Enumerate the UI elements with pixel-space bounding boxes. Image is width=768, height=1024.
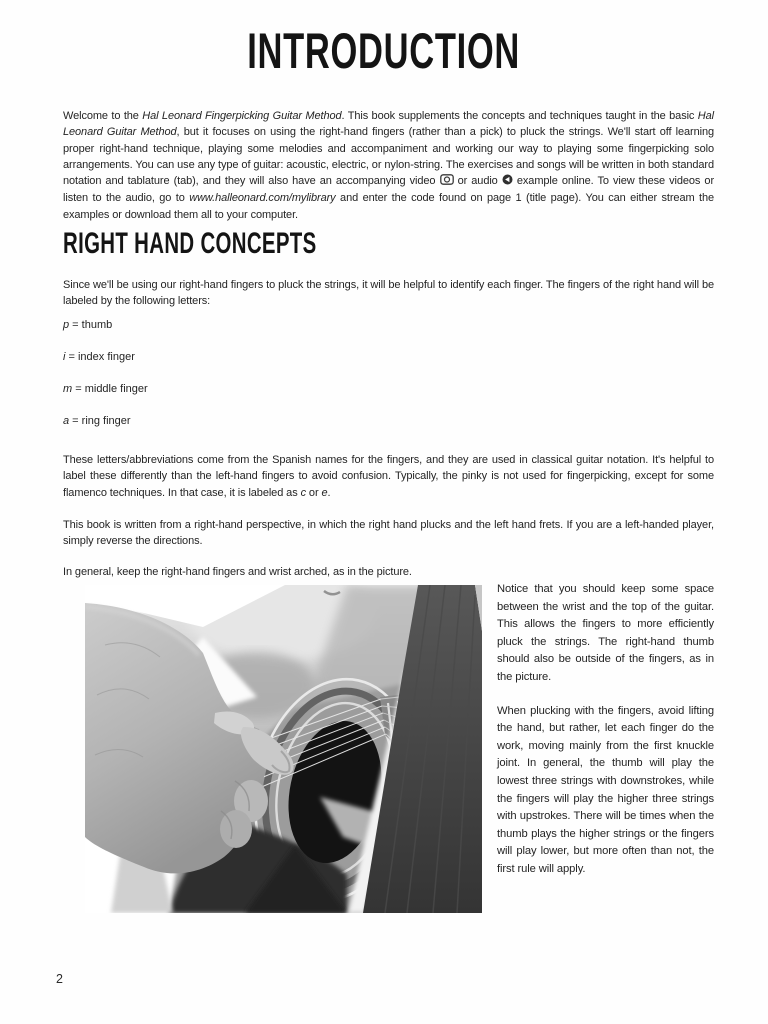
finger-label-list xyxy=(63,317,148,445)
intro-text-5: example online. To view these videos or listen to the audio, go to xyxy=(63,175,715,205)
perspective-paragraph: This book is written from a right-hand perspective, in which the right hand plucks and the left hand frets. If you are a left-handed player, simply reverse the directions. xyxy=(63,519,714,548)
finger-definition: = middle finger xyxy=(72,383,148,395)
spanish-names-paragraph xyxy=(63,452,714,501)
in-general-paragraph: In general, keep the right-hand fingers and wrist arched, as in the picture. xyxy=(63,566,412,578)
letter-c-italic: c xyxy=(300,486,306,499)
finger-label-index xyxy=(63,349,148,365)
finger-letter: p xyxy=(63,319,70,331)
finger-label-thumb xyxy=(63,317,148,333)
finger-definition: = thumb xyxy=(69,319,113,331)
finger-definition: = index finger xyxy=(65,351,135,363)
notice-paragraph: Notice that you should keep some space between the wrist and the top of the guitar. This allows the fingers to more efficiently pluck the strings. The right-hand thumb should also be outside of the fingers, as in the picture. xyxy=(497,583,714,683)
section-heading-text: RIGHT HAND CONCEPTS xyxy=(63,227,317,260)
video-camera-icon xyxy=(440,174,454,190)
lead-paragraph: Since we'll be using our right-hand fingers to pluck the strings, it will be helpful to identify each finger. The fingers of the right hand will be labeled by the following letters: xyxy=(63,279,714,308)
page-number: 2 xyxy=(56,972,63,986)
finger-letter: a xyxy=(63,415,70,427)
spanish-text-1: These letters/abbreviations come from the Spanish names for the fingers, and they are used in classical guitar notation. It's helpful to label these differently than the left-hand fingers to avoid confusion. Typically, the pinky is not used for fingerpicking, except for some flamenco techniques. In that case, it is labeled as xyxy=(63,454,714,499)
spanish-text-2: or xyxy=(305,486,322,499)
letter-e-italic: e xyxy=(321,486,328,499)
plucking-paragraph: When plucking with the fingers, avoid lifting the hand, but rather, let each finger do the work, moving mainly from the first knuckle joint. In general, the thumb will play the lowest three strings with downstrokes, while the fingers will play the higher three strings with upstrokes. There will be times when the thumb plays the higher strings or the fingers will play lower, but more often than not, the first rule will apply. xyxy=(497,704,714,875)
finger-label-middle xyxy=(63,381,148,397)
method-title-italic: Hal Leonard Guitar Method xyxy=(63,110,715,139)
finger-label-ring xyxy=(63,413,148,429)
intro-text-6: and enter the code found on page 1 (title page). You can either stream the examples or download them all to your computer. xyxy=(63,192,714,221)
photo-caption-column xyxy=(497,581,714,895)
section-heading xyxy=(63,228,436,260)
intro-text-1: Welcome to the xyxy=(63,110,143,122)
hand-position-photo xyxy=(85,585,482,913)
page-title xyxy=(0,23,768,79)
audio-example-icon xyxy=(502,174,513,190)
finger-letter: m xyxy=(63,383,73,395)
finger-definition: = ring finger xyxy=(69,415,131,427)
intro-text-3: , but it focuses on using the right-hand fingers (rather than a pick) to pluck the strings. We'll start off learning proper right-hand technique, playing some melodies and accompaniment and working our way to playing some fingerpicking solo arrangements. You can use any type of guitar: acoustic, electric, or nylon-string. The exercises and songs will be written in both standard notation and tablature (tab), and they will also have an accompanying video xyxy=(63,126,714,188)
finger-letter: i xyxy=(63,351,66,363)
book-title-italic: Hal Leonard Fingerpicking Guitar Method xyxy=(142,110,342,122)
website-url-italic: www.halleonard.com/mylibrary xyxy=(189,192,336,205)
intro-paragraph xyxy=(63,108,714,223)
intro-text-2: . This book supplements the concepts and techniques taught in the basic xyxy=(341,110,698,122)
guitar-photo-svg xyxy=(85,585,482,913)
intro-text-4: or audio xyxy=(453,175,502,188)
spanish-text-3: . xyxy=(327,486,331,499)
page-title-text: INTRODUCTION xyxy=(247,23,521,79)
